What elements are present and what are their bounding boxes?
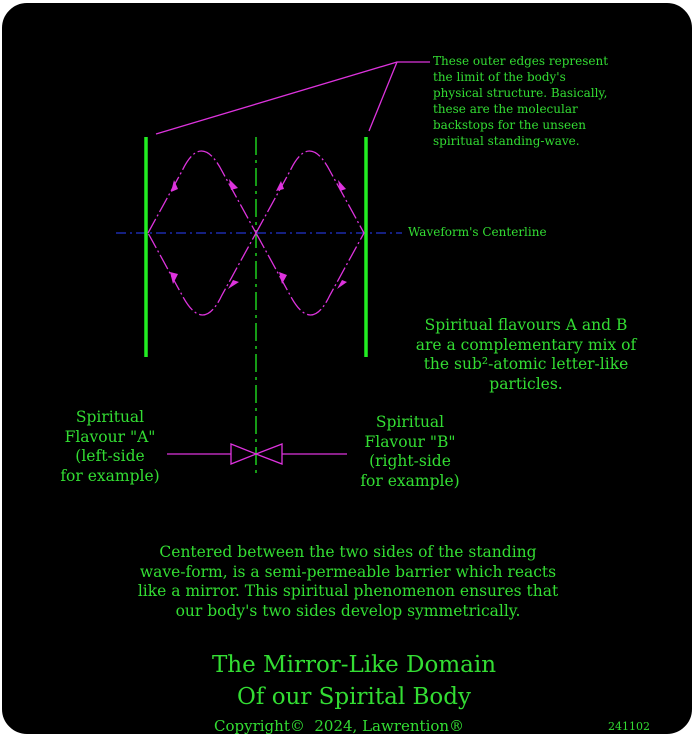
- wave-arrow: [337, 280, 347, 289]
- wave-arrow: [229, 179, 238, 190]
- outer-edges-leader-line: [156, 62, 430, 134]
- centerline-label: Waveform's Centerline: [408, 225, 547, 239]
- outer-edges-annotation: These outer edges represent the limit of the body's physical structure. Basically, these are the molecular backstops for the unseen spiritual standing-wave.: [433, 54, 609, 148]
- copyright-notice: Copyright© 2024, Lawrention®: [214, 717, 465, 735]
- flavour-b-label: Spiritual Flavour "B" (right-side for example): [360, 413, 460, 490]
- flavours-mix-annotation: Spiritual flavours A and B are a complementary mix of the sub²-atomic letter-like particles.: [415, 316, 637, 393]
- page-title: The Mirror-Like Domain Of our Spirital Body: [211, 652, 497, 710]
- mirror-description: Centered between the two sides of the standing wave-form, is a semi-permeable barrier which reacts like a mirror. This spiritual phenomenon ensures that our body's two sides develop symmetrically.: [137, 543, 559, 620]
- outer-edges-leader-line-right: [369, 62, 397, 131]
- wave-arrow: [170, 272, 178, 284]
- diagram-frame: [1, 2, 693, 735]
- document-code: 241102: [608, 720, 650, 733]
- wave-arrow: [171, 180, 178, 192]
- flavour-a-label: Spiritual Flavour "A" (left-side for example): [60, 408, 160, 485]
- wave-arrow: [338, 180, 346, 191]
- wave-arrow: [276, 181, 284, 191]
